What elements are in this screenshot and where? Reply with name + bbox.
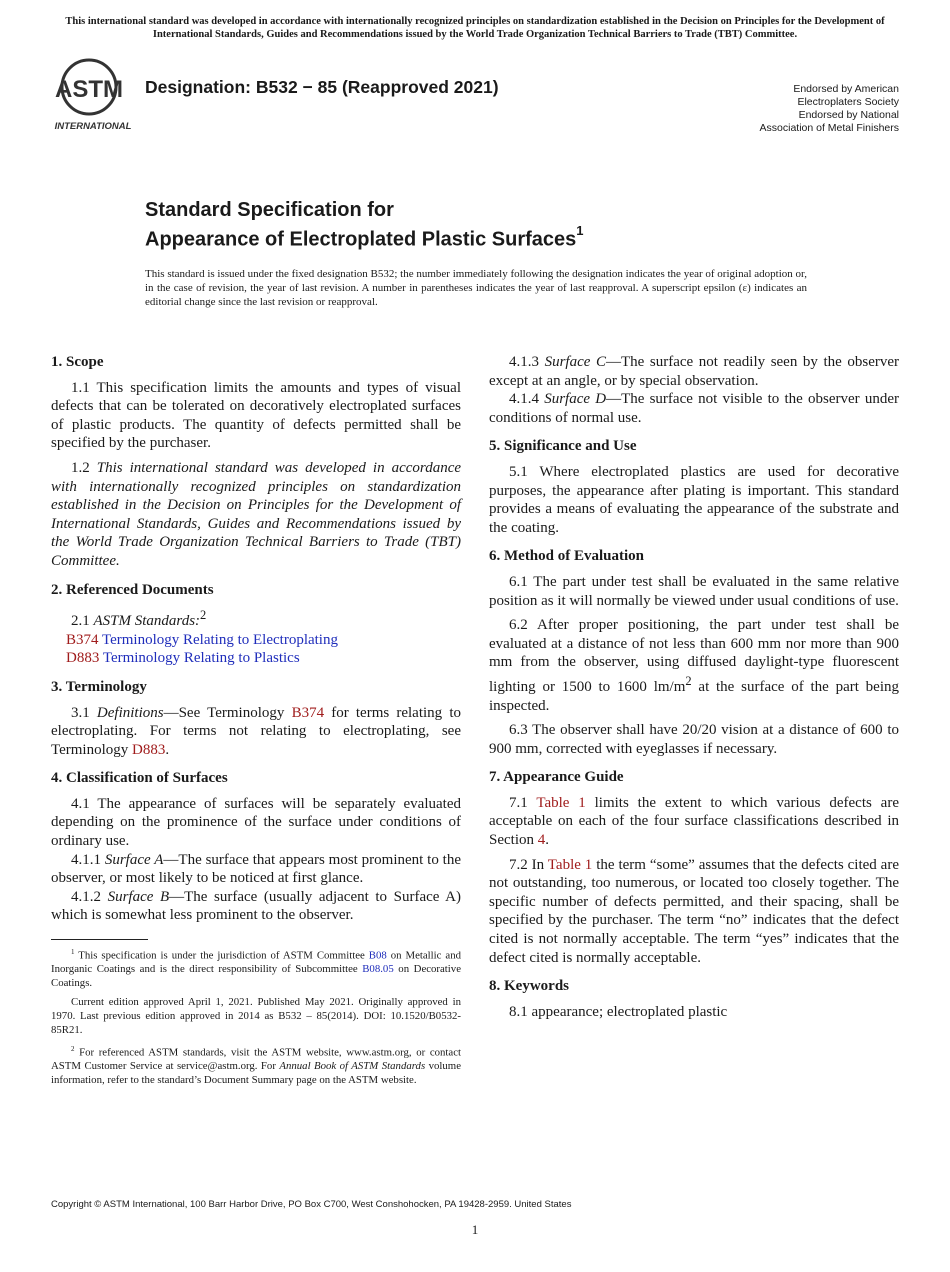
reference-link[interactable]: D883 bbox=[132, 741, 166, 758]
footnote-mark[interactable]: 2 bbox=[200, 608, 207, 623]
committee-link[interactable]: B08 bbox=[368, 949, 387, 962]
title-text: Appearance of Electroplated Plastic Surfaces bbox=[145, 228, 577, 251]
paragraph: 5.1 Where electroplated plastics are used for decorative purposes, the appearance after plating is important. This standard provides a means of evaluating the appearance of the substrate and the coating. bbox=[489, 463, 899, 536]
footnote: Current edition approved April 1, 2021. Published May 2021. Originally approved in 1970. Last previous edition approved in 2014 as B532 – 85(2014). DOI: 10.1520/B0532-85R21. bbox=[51, 996, 461, 1036]
section-heading: 8. Keywords bbox=[489, 978, 569, 995]
reference-link[interactable]: D883 bbox=[66, 650, 100, 667]
section-heading: 2. Referenced Documents bbox=[51, 581, 214, 598]
footnote: $^2$ For referenced ASTM standards, visit the ASTM website, www.astm.org, or contact ASTM Customer Service at service@astm.org. For Annual Book of ASTM Standards volume information, refer to the standard’s Document Summary page on the ASTM website. bbox=[51, 1045, 461, 1086]
title-footnote-mark[interactable]: 1 bbox=[576, 223, 584, 238]
logo-text: ASTM bbox=[55, 76, 123, 103]
title-line-2 bbox=[145, 222, 584, 252]
section-link[interactable]: 4 bbox=[537, 832, 546, 849]
endorsement bbox=[760, 83, 899, 135]
reference-title-link[interactable]: Terminology Relating to Plastics bbox=[102, 650, 300, 667]
section-heading: 6. Method of Evaluation bbox=[489, 548, 645, 565]
section-heading: 5. Significance and Use bbox=[489, 438, 637, 455]
paragraph: 4.1 The appearance of surfaces will be separately evaluated depending on the prominence of the surface under conditions of ordinary use. bbox=[51, 795, 461, 850]
paragraph: 4.1.2 Surface B—The surface (usually adjacent to Surface A) which is somewhat less prominent to the observer. bbox=[51, 888, 461, 924]
section-heading: 4. Classification of Surfaces bbox=[51, 770, 228, 787]
paragraph: 1.2 This international standard was developed in accordance with internationally recognized principles on standardization established in the Decision on Principles for the Development of International Standards, Guides and Recommendations issued by the World Trade Organization Technical Barriers to Trade (TBT) Committee. bbox=[51, 459, 462, 569]
paragraph: 6.2 After proper positioning, the part under test shall be evaluated at a distance of not less than 600 mm nor more than 900 mm from the observer, using diffused daylight-type fluorescent lighting or 1500 to 1600 $lm/m^2$ at the surface of the part being inspected. bbox=[489, 617, 899, 714]
section-heading: 1. Scope bbox=[51, 354, 104, 370]
wto-notice: This international standard was developed in accordance with internationally recognized principles on standardization established in the Decision on Principles for the Development of International Standards, Guides and Recommendations issued by the World Trade Organization Technical Barriers to Trade (TBT) Committee. bbox=[65, 16, 885, 40]
reference-item bbox=[51, 631, 461, 650]
section-heading: 7. Appearance Guide bbox=[489, 769, 624, 786]
table-link[interactable]: Table 1 bbox=[536, 794, 586, 811]
left-column bbox=[51, 353, 461, 1094]
section-heading: 3. Terminology bbox=[51, 678, 147, 695]
footnote: $^1$ This specification is under the jurisdiction of ASTM Committee B08 on Metallic and Inorganic Coatings and is the direct responsibility of Subcommittee B08.05 on Decorative Coatings. bbox=[51, 948, 462, 989]
paragraph: 6.3 The observer shall have 20/20 vision at a distance of 600 to 900 mm, corrected with eyeglasses if necessary. bbox=[489, 722, 899, 757]
page-number: 1 bbox=[471, 1222, 479, 1237]
paragraph: 1.1 This specification limits the amounts and types of visual defects that can be tolerated on decoratively electroplated surfaces of plastic products. The quantity of defects permitted shall be specified by the purchaser. bbox=[51, 379, 461, 452]
table-link[interactable]: Table 1 bbox=[547, 856, 593, 873]
document-title bbox=[145, 198, 584, 252]
paragraph: 6.1 The part under test shall be evaluated in the same relative position as it will normally be viewed under usual conditions of use. bbox=[489, 573, 899, 609]
issuance-statement: This standard is issued under the fixed designation B532; the number immediately following the designation indicates the year of original adoption or, in the case of revision, the year of last revision. A number in parentheses indicates the year of last reapproval. A superscript epsilon (ε) indicates an editorial change since the last revision or reapproval. bbox=[145, 268, 807, 308]
reference-link[interactable]: B374 bbox=[291, 704, 325, 721]
paragraph: 4.1.1 Surface A—The surface that appears most prominent to the observer, or most likely to be noticed at first glance. bbox=[51, 851, 462, 887]
paragraph: 7.2 In Table 1 the term “some” assumes that the defects cited are not outstanding, too numerous, or located too closely together. The specific number of defects permitted, and their spacing, shall be specified by the purchaser. The term “no” indicates that the defect cited is not normally acceptable. The term “yes” indicates that the defect cited is normally acceptable. bbox=[489, 856, 899, 966]
title-line-1: Standard Specification for bbox=[145, 199, 394, 221]
right-column bbox=[489, 353, 899, 1027]
astm-logo bbox=[53, 57, 135, 135]
designation: Designation: B532 − 85 (Reapproved 2021) bbox=[145, 77, 499, 97]
paragraph: 2.1 ASTM Standards:$^2$ bbox=[71, 608, 207, 630]
footnote-rule bbox=[51, 939, 148, 940]
paragraph: 4.1.4 Surface D—The surface not visible to the observer under conditions of normal use. bbox=[489, 391, 900, 426]
paragraph: 4.1.3 Surface C—The surface not readily seen by the observer except at an angle, or by special observation. bbox=[489, 354, 900, 389]
paragraph: 3.1 Definitions—See Terminology B374 for terms relating to electroplating. For terms not relating to electroplating, see Terminology D883. bbox=[51, 704, 461, 758]
reference-item bbox=[51, 649, 461, 668]
endorsement-line: Electroplaters Society bbox=[797, 96, 899, 108]
reference-link[interactable]: B374 bbox=[66, 631, 99, 648]
endorsement-line: Endorsed by American bbox=[793, 83, 899, 95]
endorsement-line: Endorsed by National bbox=[798, 109, 899, 121]
paragraph: 8.1 appearance; electroplated plastic bbox=[509, 1003, 728, 1020]
copyright: Copyright © ASTM International, 100 Barr Harbor Drive, PO Box C700, West Conshohocken, PA 19428-2959. United States bbox=[51, 1199, 572, 1210]
subcommittee-link[interactable]: B08.05 bbox=[362, 963, 394, 976]
reference-title-link[interactable]: Terminology Relating to Electroplating bbox=[102, 631, 338, 648]
paragraph: 7.1 Table 1 limits the extent to which various defects are acceptable on each of the four surface classifications described in Section 4. bbox=[489, 794, 899, 849]
logo-subtext: INTERNATIONAL bbox=[54, 121, 132, 132]
endorsement-line: Association of Metal Finishers bbox=[759, 122, 899, 134]
